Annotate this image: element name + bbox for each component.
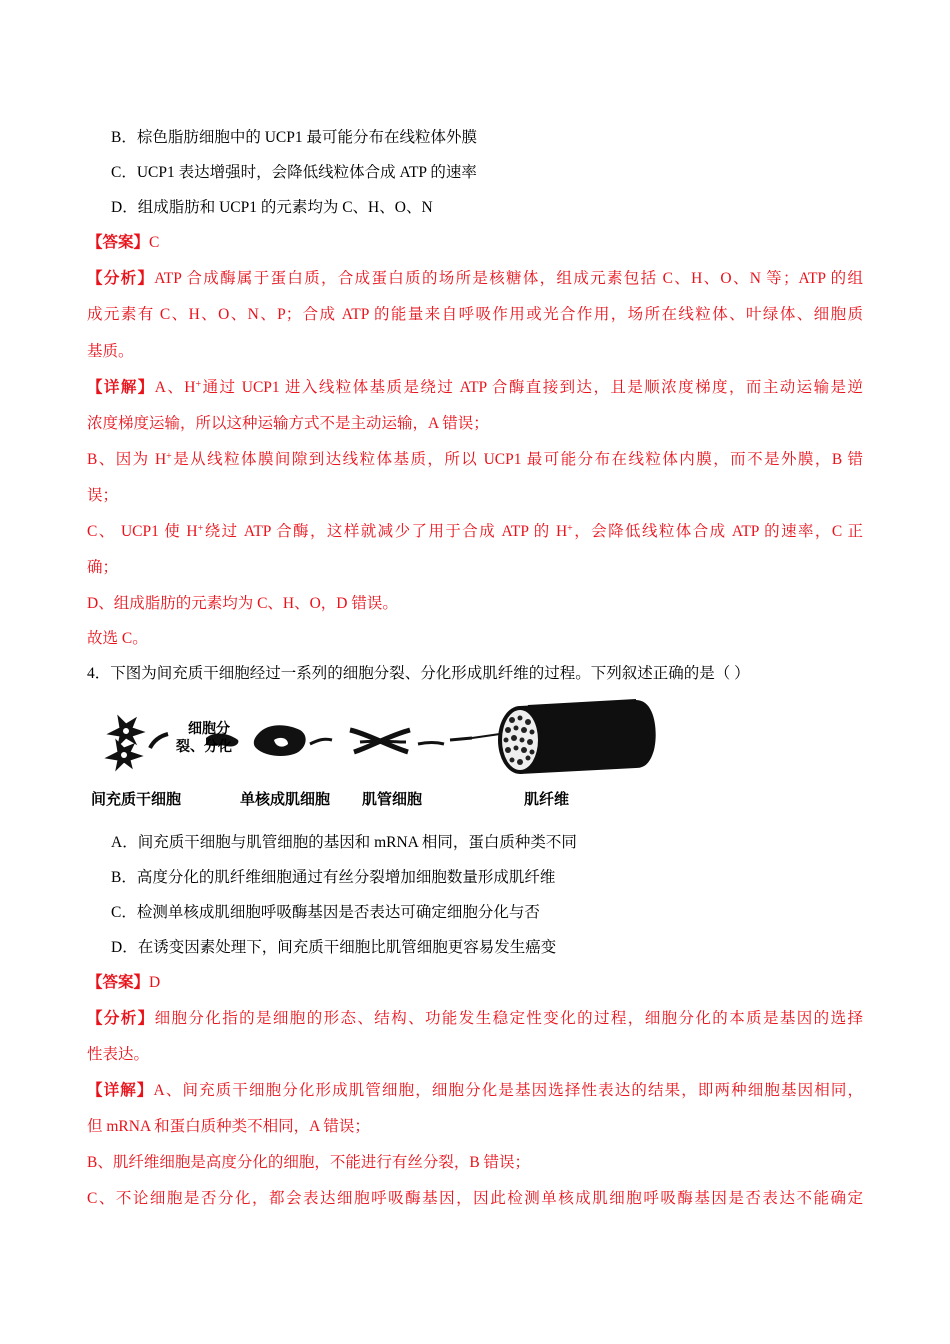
q3-detail-c-line-1: C、 UCP1 使 H+绕过 ATP 合酶，这样就减少了用于合成 ATP 的 H+，会降低线粒体合成 ATP 的速率，C 正	[87, 523, 863, 540]
q3-option-b: B．棕色脂肪细胞中的 UCP1 最可能分布在线粒体外膜	[111, 129, 477, 146]
q3-answer	[87, 233, 159, 253]
q3-analysis-line-2: 成元素有 C、H、O、N、P；合成 ATP 的能量来自呼吸作用或光合作用，场所在线粒体、叶绿体、细胞质	[87, 306, 863, 323]
answer-value: D	[149, 974, 161, 991]
q3-option-c: C．UCP1 表达增强时，会降低线粒体合成 ATP 的速率	[111, 164, 477, 181]
q3-detail-c-line-2: 确；	[87, 559, 119, 576]
q4-analysis-line-2: 性表达。	[87, 1046, 150, 1063]
q4-answer	[87, 973, 160, 993]
q4-detail-c-line-1: C、不论细胞是否分化，都会表达细胞呼吸酶基因，因此检测单核成肌细胞呼吸酶基因是否表达不能确定	[87, 1190, 863, 1207]
q4-option-d: D．在诱变因素处理下，间充质干细胞比肌管细胞更容易发生癌变	[111, 939, 557, 956]
answer-tag: 【答案】	[87, 974, 150, 991]
q4-option-a: A．间充质干细胞与肌管细胞的基因和 mRNA 相同，蛋白质种类不同	[111, 834, 577, 851]
q3-option-d: D．组成脂肪和 UCP1 的元素均为 C、H、O、N	[111, 199, 433, 216]
q3-analysis-line-3: 基质。	[87, 343, 134, 360]
q3-detail-b-line-1: B、因为 H+是从线粒体膜间隙到达线粒体基质，所以 UCP1 最可能分布在线粒体内膜，而不是外膜，B 错	[87, 451, 863, 468]
figure-caption-muscle-fiber: 肌纤维	[524, 790, 570, 808]
q4-detail-a-line-2: 但 mRNA 和蛋白质种类不相同，A 错误；	[87, 1118, 370, 1135]
arrow-curve	[150, 734, 168, 748]
q3-detail-a-line-1: 【详解】A、H+通过 UCP1 进入线粒体基质是绕过 ATP 合酶直接到达，且是顺浓度梯度，而主动运输是逆	[87, 379, 863, 396]
analysis-tag: 【分析】	[87, 1010, 155, 1027]
detail-tag: 【详解】	[87, 379, 155, 396]
figure-arrow-label-2: 裂、分化	[176, 739, 232, 755]
muscle-fiber-shape	[498, 700, 656, 774]
q4-stem: 4．下图为间充质干细胞经过一系列的细胞分裂、分化形成肌纤维的过程。下列叙述正确的是（ ）	[87, 665, 750, 682]
q4-detail-a-line-1: 【详解】A、间充质干细胞分化形成肌管细胞，细胞分化是基因选择性表达的结果，即两种细胞基因相同，	[87, 1082, 863, 1099]
answer-tag: 【答案】	[87, 234, 150, 251]
q3-conclusion: 故选 C。	[87, 630, 148, 647]
q4-option-b: B．高度分化的肌纤维细胞通过有丝分裂增加细胞数量形成肌纤维	[111, 869, 556, 886]
q4-option-c: C．检测单核成肌细胞呼吸酶基因是否表达可确定细胞分化与否	[111, 904, 540, 921]
detail-tag: 【详解】	[87, 1082, 154, 1099]
q4-detail-b: B、肌纤维细胞是高度分化的细胞，不能进行有丝分裂，B 错误；	[87, 1154, 531, 1171]
q4-analysis-line-1: 【分析】细胞分化指的是细胞的形态、结构、功能发生稳定性变化的过程，细胞分化的本质是基因的选择	[87, 1010, 863, 1027]
figure-caption-myotube: 肌管细胞	[362, 790, 423, 808]
stem-cell-shape	[106, 716, 144, 770]
analysis-tag: 【分析】	[87, 270, 155, 287]
figure-caption-myoblast: 单核成肌细胞	[240, 790, 331, 808]
q3-detail-a-line-2: 浓度梯度运输，所以这种运输方式不是主动运输，A 错误；	[87, 415, 489, 432]
figure-caption-stem-cell: 间充质干细胞	[91, 790, 182, 808]
q3-detail-b-line-2: 误；	[87, 487, 119, 504]
figure-arrow-label-1: 细胞分	[188, 721, 230, 737]
cell-differentiation-figure	[88, 694, 668, 812]
q3-analysis-line-1: 【分析】ATP 合成酶属于蛋白质，合成蛋白质的场所是核糖体，组成元素包括 C、H、O、N 等；ATP 的组	[87, 270, 863, 287]
answer-value: C	[149, 234, 160, 251]
q3-detail-d: D、组成脂肪的元素均为 C、H、O，D 错误。	[87, 595, 398, 612]
